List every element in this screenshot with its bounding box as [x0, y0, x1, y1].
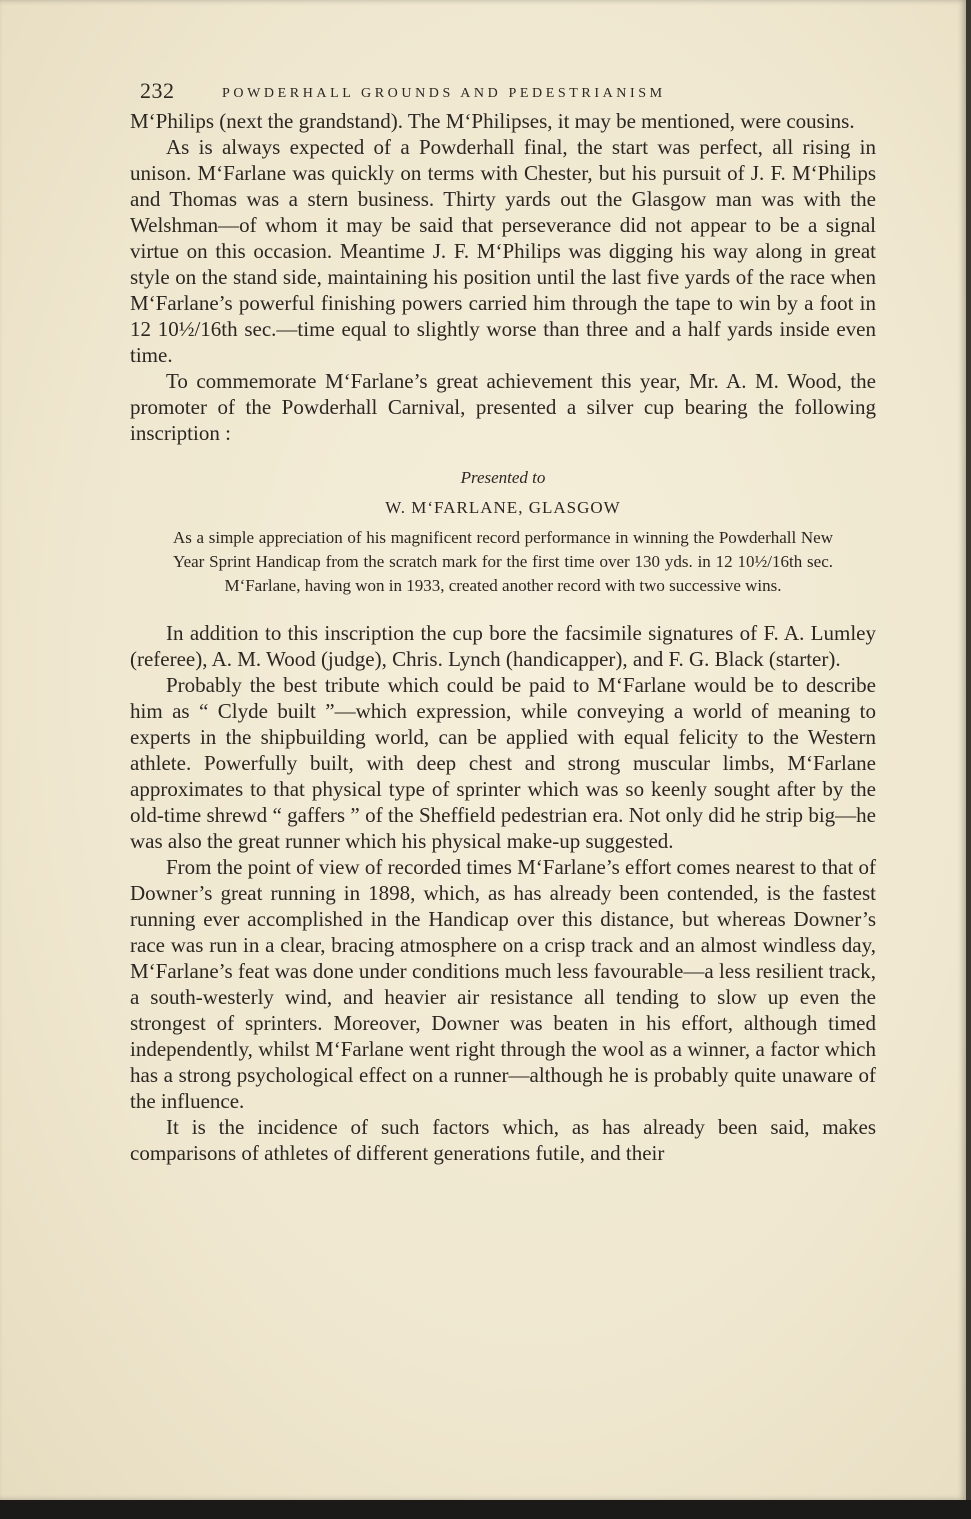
paragraph: In addition to this inscription the cup bore the facsimile signatures of F. A. Lumley (referee), A. M. Wood (judge), Chris. Lynch (handicapper), and F. G. Black (starter). [130, 621, 876, 671]
page-edge [966, 0, 971, 1500]
paragraph: It is the incidence of such factors which, as has already been said, makes comparisons of athletes of different generations futile, and their [130, 1115, 876, 1165]
running-head: POWDERHALL GROUNDS AND PEDESTRIANISM [222, 86, 666, 101]
paragraph: From the point of view of recorded times M‘Farlane’s effort comes nearest to that of Downer’s great running in 1898, which, as has already been contended, is the fastest running ever accomplished in the Handicap over this distance, but whereas Downer’s race was run in a clear, bracing atmosphere on a crisp track and an almost windless day, M‘Farlane’s feat was done under conditions much less favourable—a less resilient track, a south-westerly wind, and heavier air resistance all tending to slow up even the strongest of sprinters. Moreover, Downer was beaten in his effort, although timed independently, whilst M‘Farlane went right through the wool as a winner, a factor which has a strong psychological effect on a runner—although he is probably quite unaware of the influence. [130, 855, 876, 1113]
page-number: 232 [140, 78, 175, 103]
inscription-text: As a simple appreciation of his magnificent record performance in winning the Powderhall New Year Sprint Handicap from the scratch mark for the first time over 130 yds. in 12 10½/16th sec. M‘Farlane, having won in 1933, created another record with two successive wins. [173, 528, 833, 595]
paragraph: Probably the best tribute which could be paid to M‘Farlane would be to describe him as “ Clyde built ”—which expression, while conveying a world of meaning to experts in the shipbuilding world, can be applied with equal felicity to the Western athlete. Powerfully built, with deep chest and strong muscular limbs, M‘Farlane approximates to that physical type of sprinter which was so keenly sought after by the old-time shrewd “ gaffers ” of the Sheffield pedestrian era. Not only did he strip big—he was also the great runner which his physical make-up suggested. [130, 673, 876, 853]
scan-background [0, 1500, 971, 1519]
cup-inscription [130, 466, 876, 598]
paragraph: M‘Philips (next the grandstand). The M‘Philipses, it may be mentioned, were cousins. [130, 109, 855, 133]
paragraph: To commemorate M‘Farlane’s great achievement this year, Mr. A. M. Wood, the promoter of the Powderhall Carnival, presented a silver cup bearing the following inscription : [130, 369, 876, 445]
page-content [130, 76, 876, 1166]
inscription-recipient: W. M‘FARLANE, GLASGOW [385, 498, 621, 517]
inscription-presented: Presented to [460, 468, 546, 487]
page-header [130, 76, 876, 108]
paragraph: As is always expected of a Powderhall final, the start was perfect, all rising in unison. M‘Farlane was quickly on terms with Chester, but his pursuit of J. F. M‘Philips and Thomas was a stern business. Thirty yards out the Glasgow man was with the Welshman—of whom it may be said that perseverance did not appear to be a signal virtue on this occasion. Meantime J. F. M‘Philips was digging his way along in great style on the stand side, maintaining his position until the last five yards of the race when M‘Farlane’s powerful finishing powers carried him through the tape to win by a foot in 12 10½/16th sec.—time equal to slightly worse than three and a half yards inside even time. [130, 135, 876, 367]
